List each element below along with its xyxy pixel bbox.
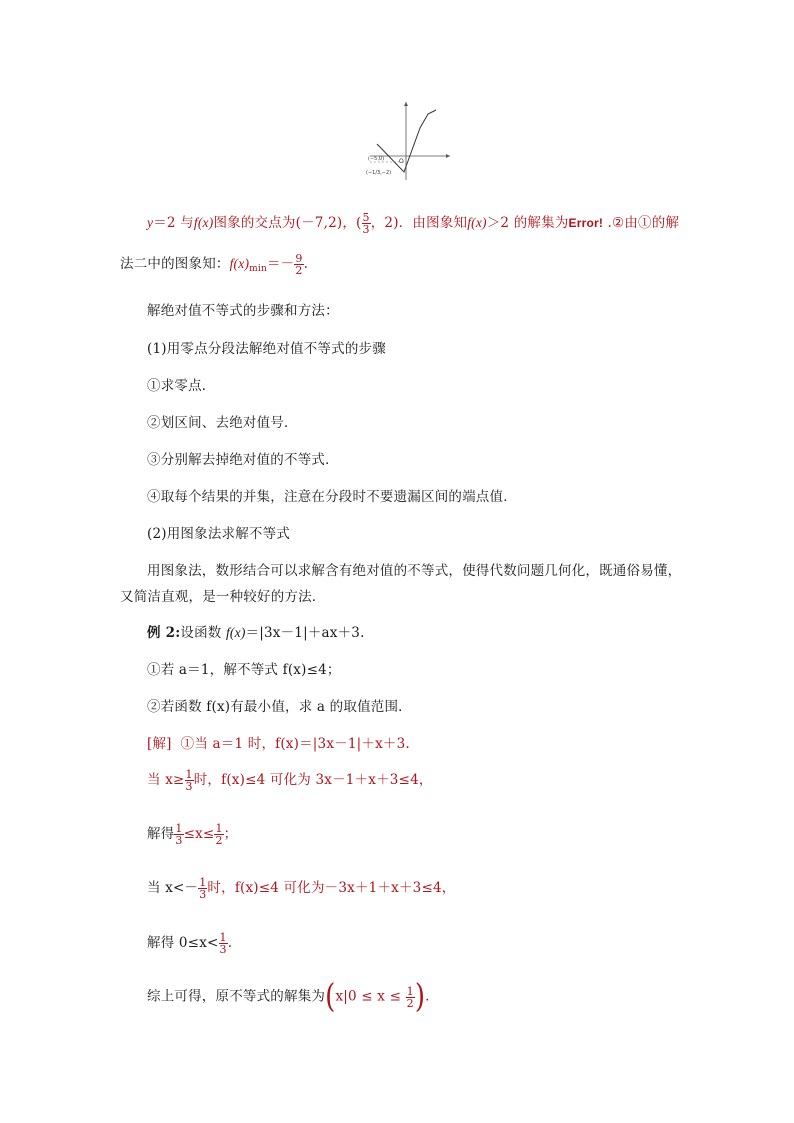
- question-1: ①若 a＝1，解不等式 f(x)≤4；: [147, 662, 341, 678]
- right-brace: ): [414, 978, 426, 1016]
- error-field: Error!: [568, 216, 604, 230]
- x-axis-arrow: [446, 154, 450, 158]
- fraction-1-2-b: $\frac{1}{2}$: [406, 984, 414, 1010]
- fraction-9-2: $\frac{9}{2}$: [295, 252, 303, 277]
- solution-label: [解]: [147, 736, 172, 752]
- question-2: ②若函数 f(x)有最小值，求 a 的取值范围．: [147, 699, 412, 715]
- solution-line-6: 综上可得，原不等式的解集为(x|0 ≤ x ≤ $\frac{1}{2}$ ).: [147, 978, 430, 1016]
- point-label-2: (−1/3,−2): [366, 170, 392, 176]
- function-curve: [377, 110, 436, 172]
- fraction-1-3: $\frac{1}{3}$: [185, 768, 193, 793]
- intersection-paragraph: y＝2 与f(x)图象的交点为(－7,2)，( $\frac{5}{3}$ ，2)．由图象知f(x)＞2 的解集为Error! .②由①的解: [147, 211, 680, 236]
- solution-line-3: 解得 $\frac{1}{3}$ ≤x≤ $\frac{1}{2}$ ；: [147, 822, 238, 847]
- step-heading: (1)用零点分段法解绝对值不等式的步骤: [147, 341, 386, 357]
- point-label-1: (−5,0): [368, 156, 385, 162]
- example-statement: 例 2:设函数 f(x)＝|3x－1|＋ax＋3.: [147, 625, 365, 641]
- step-2: ②划区间、去绝对值号．: [147, 415, 298, 431]
- solution-line-2: 当 x≥ $\frac{1}{3}$ 时，f(x)≤4 可化为 3x－1＋x＋3≤4，: [147, 768, 433, 793]
- graph-method-line-1: 用图象法，数形结合可以求解含有绝对值的不等式，使得代数问题几何化，既通俗易懂，: [147, 563, 682, 579]
- fraction-1-2: $\frac{1}{2}$: [215, 822, 223, 847]
- graph-method-line-2: 又简洁直观，是一种较好的方法．: [120, 589, 326, 605]
- step-4: ④取每个结果的并集，注意在分段时不要遗漏区间的端点值．: [147, 489, 517, 505]
- step-3: ③分别解去掉绝对值的不等式．: [147, 452, 339, 468]
- step-1: ①求零点．: [147, 378, 216, 394]
- fraction-5-3: $\frac{5}{3}$: [362, 211, 370, 236]
- origin-label: O: [399, 158, 404, 165]
- solution-line-4: 当 x<－ $\frac{1}{3}$ 时，f(x)≤4 可化为－3x＋1＋x＋3≤4，: [147, 876, 456, 901]
- function-graph: [362, 100, 454, 182]
- solution-line-1: [解] ①当 a＝1 时，f(x)＝|3x－1|＋x＋3.: [147, 736, 410, 752]
- left-brace: (: [325, 978, 336, 1016]
- fraction-1-3-c: $\frac{1}{3}$: [199, 876, 207, 901]
- example-label: 例 2:: [147, 625, 181, 641]
- min-value-paragraph: 法二中的图象知：$f(x)_{min}=-$ $\frac{9}{2}$ .: [120, 252, 309, 277]
- fraction-1-3-b: $\frac{1}{3}$: [175, 822, 183, 847]
- y-axis-arrow: [404, 102, 408, 106]
- solution-line-5: 解得 0≤x< $\frac{1}{3}$ .: [147, 931, 233, 956]
- graph-method-heading: (2)用图象法求解不等式: [147, 526, 291, 542]
- method-heading: 解绝对值不等式的步骤和方法：: [147, 303, 339, 319]
- fraction-1-3-d: $\frac{1}{3}$: [219, 931, 227, 956]
